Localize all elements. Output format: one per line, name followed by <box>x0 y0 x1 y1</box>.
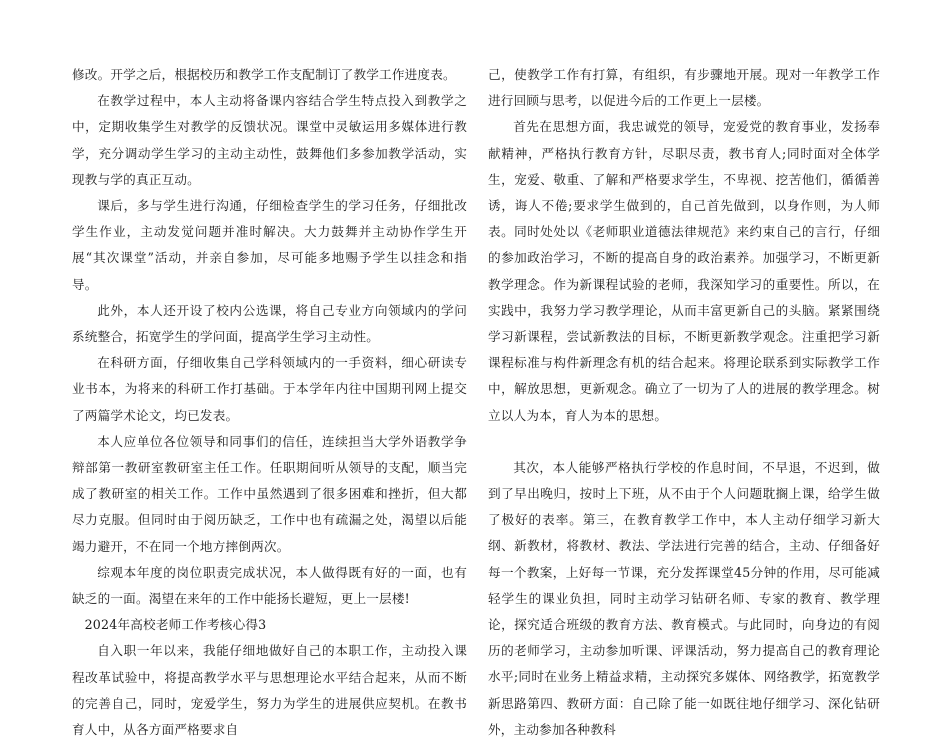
paragraph: 本人应单位各位领导和同事们的信任，连续担当大学外语教学争辩部第一教研室教研室主任工作。任职期间听从领导的支配，顺当完成了教研室的相关工作。工作中虽然遇到了很多困难和挫折，但大都尽力克服。但同时由于阅历缺乏，工作中也有疏漏之处，渴望以后能竭力避开，不在同一个地方摔倒两次。 <box>72 433 467 554</box>
right-column <box>488 62 880 743</box>
paragraph: 此外，本人还开设了校内公选课，将自己专业方向领域内的学问系统整合，拓宽学生的学问面，提高学生学习主动性。 <box>72 302 467 345</box>
left-column <box>72 62 467 743</box>
paragraph: 其次，本人能够严格执行学校的作息时间，不早退，不迟到，做到了早出晚归，按时上下班，从不由于个人问题耽搁上课，给学生做了极好的表率。第三，在教育教学工作中，本人主动仔细学习新大纲、新教材，将教材、教法、学法进行完善的结合，主动、仔细备好每一个教案，上好每一节课，充分发挥课堂45分钟的作用，尽可能减轻学生的课业负担，同时主动学习钻研名师、专家的教育、教学理论，探究适合班级的教育方法、教育模式。与此同时，向身边的有阅历的老师学习，主动参加听课、评课活动，努力提高自己的教育理论水平;同时在业务上精益求精，主动探究多媒体、网络教学，拓宽教学新思路第四、教研方面：自己除了能一如既往地仔细学习、深化钻研外，主动参加各种教科 <box>488 459 880 737</box>
paragraph: 在科研方面，仔细收集自己学科领域内的一手资料，细心研读专业书本，为将来的科研工作打基础。于本学年内往中国期刊网上提交了两篇学术论文，均已发表。 <box>72 355 467 423</box>
paragraph: 课后，多与学生进行沟通，仔细检查学生的学习任务，仔细批改学生作业，主动发觉问题并准时解决。大力鼓舞并主动协作学生开展“其次课堂”活动，并亲自参加，尽可能多地赐予学生以挂念和指导。 <box>72 198 467 292</box>
paragraph: 自入职一年以来，我能仔细地做好自己的本职工作，主动投入课程改革试验中，将提高教学水平与思想理论水平结合起来，从而不断的完善自己，同时，宠爱学生，努力为学生的进展供应契机。在教书育人中，从各方面严格要求自 <box>72 643 467 738</box>
paragraph: 修改。开学之后，根据校历和教学工作支配制订了教学工作进度表。 <box>72 67 456 82</box>
paragraph: 首先在思想方面，我忠诚党的领导，宠爱党的教育事业，发扬奉献精神，严格执行教育方针，尽职尽责，教书育人;同时面对全体学生，宠爱、敬重、了解和严格要求学生，不卑视、挖苦他们，循循善诱，诲人不倦;要求学生做到的，自己首先做到，以身作则，为人师表。同时处处以《老师职业道德法律规范》来约束自己的言行，仔细的参加政治学习，不断的提高自身的政治素养。加强学习，不断更新教学理念。作为新课程试验的老师，我深知学习的重要性。所以，在实践中，我努力学习教学理论，从而丰富更新自己的头脑。紧紧围绕学习新课程，尝试新教法的目标，不断更新教学观念。注重把学习新课程标准与构件新理念有机的结合起来。将理论联系到实际教学工作中，解放思想，更新观念。确立了一切为了人的进展的教学理念。树立以人为本，育人为本的思想。 <box>488 119 880 423</box>
paragraph-gap <box>488 429 880 455</box>
section-heading: 2024年高校老师工作考核心得3 <box>84 617 267 633</box>
paragraph: 在教学过程中，本人主动将备课内容结合学生特点投入到教学之中，定期收集学生对教学的反馈状况。课堂中灵敏运用多媒体进行教学，充分调动学生学习的主动主动性，鼓舞他们多参加教学活动，实现教与学的真正互动。 <box>72 93 467 187</box>
paragraph: 综观本年度的岗位职责完成状况，本人做得既有好的一面，也有缺乏的一面。渴望在来年的工作中能扬长避短，更上一层楼! <box>72 564 467 607</box>
paragraph: 己，使教学工作有打算，有组织，有步骤地开展。现对一年教学工作进行回顾与思考，以促进今后的工作更上一层楼。 <box>488 67 880 109</box>
